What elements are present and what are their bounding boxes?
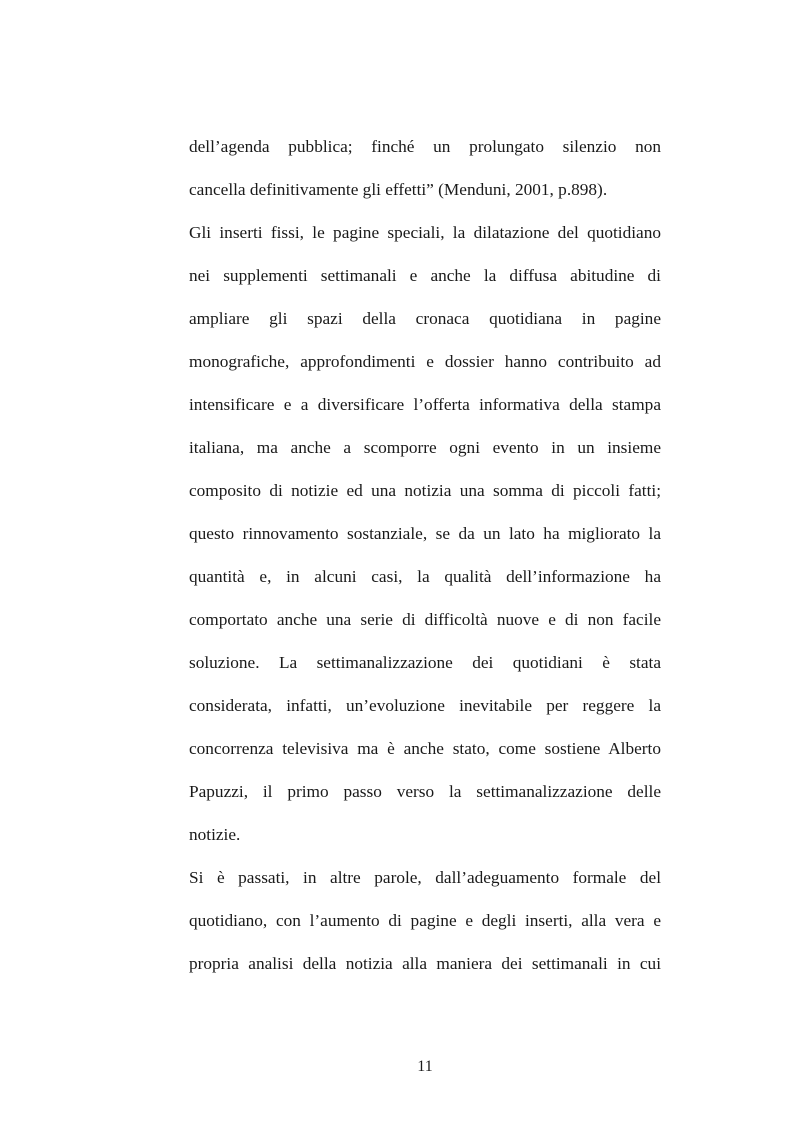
paragraph-end-line: notizie. [189, 825, 241, 844]
page-number: 11 [417, 1058, 433, 1075]
text-line: composito di notizie ed una notizia una somma di piccoli fatti; [189, 481, 661, 500]
text-line: concorrenza televisiva ma è anche stato, come sostiene Alberto [189, 739, 661, 758]
text-line: propria analisi della notizia alla maniera dei settimanali in cui [189, 954, 661, 973]
paragraph-end-line: cancella definitivamente gli effetti” (Menduni, 2001, p.898). [189, 180, 608, 199]
text-line: italiana, ma anche a scomporre ogni evento in un insieme [189, 438, 661, 457]
text-line: nei supplementi settimanali e anche la diffusa abitudine di [189, 266, 661, 285]
text-line: comportato anche una serie di difficoltà nuove e di non facile [189, 610, 661, 629]
text-line: questo rinnovamento sostanziale, se da un lato ha migliorato la [189, 524, 661, 543]
text-line: intensificare e a diversificare l’offerta informativa della stampa [189, 395, 661, 414]
text-line: Gli inserti fissi, le pagine speciali, la dilatazione del quotidiano [189, 223, 661, 242]
text-line: quotidiano, con l’aumento di pagine e degli inserti, alla vera e [189, 911, 661, 930]
text-line: ampliare gli spazi della cronaca quotidiana in pagine [189, 309, 661, 328]
text-line: monografiche, approfondimenti e dossier hanno contribuito ad [189, 352, 661, 371]
text-line: considerata, infatti, un’evoluzione inevitabile per reggere la [189, 696, 661, 715]
text-line: Papuzzi, il primo passo verso la settimanalizzazione delle [189, 782, 661, 801]
body-text [189, 125, 661, 985]
text-line: Si è passati, in altre parole, dall’adeguamento formale del [189, 868, 661, 887]
text-line: dell’agenda pubblica; finché un prolungato silenzio non [189, 137, 661, 156]
text-line: soluzione. La settimanalizzazione dei quotidiani è stata [189, 653, 661, 672]
text-line: quantità e, in alcuni casi, la qualità dell’informazione ha [189, 567, 661, 586]
